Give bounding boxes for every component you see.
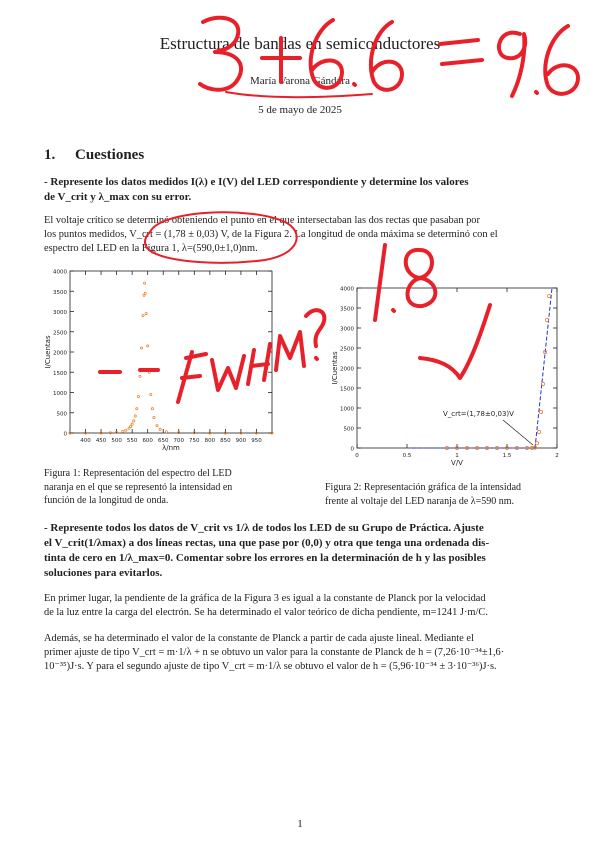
vcrt-annotation: V_crt=(1,78±0,03)V <box>443 410 514 418</box>
y-tick-label: 2000 <box>53 350 67 357</box>
paragraph-line: primer ajuste de tipo V_crt = m·1/λ + n se obtuvo un valor para la constante de Planck de h = (7,26·10⁻³⁴±1,6· <box>44 647 505 658</box>
y-tick-label: 3500 <box>340 306 354 313</box>
y-tick-label: 2000 <box>340 366 354 373</box>
x-tick-label: 400 <box>80 438 91 444</box>
figure-1-chart <box>40 265 280 460</box>
section-title: Cuestiones <box>75 147 145 163</box>
y-tick-label: 500 <box>56 411 67 418</box>
y-tick-label: 0 <box>350 446 354 453</box>
paragraph-2 <box>44 592 556 620</box>
question-1-line: de V_crit y λ_max con su error. <box>44 191 192 203</box>
data-point <box>143 282 145 284</box>
caption-line: frente al voltaje del LED naranja de λ=590 nm. <box>325 495 515 507</box>
question-2-line: - Represente todos los datos de V_crit vs 1/λ de todos los LED de su Grupo de Práctica. Ajuste <box>44 522 484 534</box>
y-tick-label: 500 <box>343 426 354 433</box>
data-point <box>535 442 538 445</box>
section-number: 1. <box>44 147 56 163</box>
y-tick-label: 4000 <box>53 269 67 276</box>
y-tick-label: 1000 <box>53 391 67 397</box>
paragraph-line: Además, se ha determinado el valor de la constante de Planck a partir de cada ajuste lineal. Mediante el <box>44 633 474 644</box>
handwritten-stroke <box>306 310 324 346</box>
data-point <box>136 408 138 410</box>
paragraph-line: espectro del LED en la Figura 1, λ=(590,0±1,0)nm. <box>44 243 258 254</box>
y-tick-label: 3000 <box>340 326 354 333</box>
x-tick-label: 0 <box>355 453 359 459</box>
data-point <box>134 415 136 417</box>
x-tick-label: 550 <box>126 438 138 444</box>
question-2-line: tinta de cero en 1/λ_max=0. Comentar sobre los errores en la determinación de h y las posibles <box>44 552 486 564</box>
x-tick-label: 750 <box>189 438 200 444</box>
annotation-arrow <box>503 420 533 445</box>
x-tick-label: 700 <box>173 438 185 444</box>
plot-frame <box>70 271 272 433</box>
data-point <box>140 347 142 349</box>
x-tick-label: 2 <box>555 453 559 459</box>
data-point <box>159 428 161 430</box>
y-tick-label: 1500 <box>340 386 354 393</box>
data-point <box>153 417 155 419</box>
data-point <box>539 410 542 413</box>
author: María Varona Gándara <box>250 75 350 87</box>
caption-line: naranja en el que se representó la intensidad en <box>44 481 233 493</box>
data-point <box>547 294 550 297</box>
figure-2-chart <box>325 282 570 472</box>
x-tick-label: 850 <box>220 438 231 444</box>
section-heading <box>44 147 144 164</box>
page-number: 1 <box>297 818 303 830</box>
y-axis-label: I/Cuentas <box>331 351 339 385</box>
data-point <box>137 395 139 397</box>
y-tick-label: 2500 <box>53 330 67 337</box>
y-axis-label: I/Cuentas <box>44 335 52 369</box>
data-point <box>151 408 153 410</box>
y-tick-label: 4000 <box>340 286 354 293</box>
data-point <box>125 429 127 431</box>
x-tick-label: 1.5 <box>502 453 512 459</box>
handwritten-stroke <box>276 332 304 370</box>
data-point <box>133 420 135 422</box>
caption-line: Figura 2: Representación gráfica de la intensidad <box>325 482 522 493</box>
data-point <box>131 423 133 425</box>
x-tick-label: 900 <box>235 438 247 444</box>
caption-line: Figura 1: Representación del espectro del LED <box>44 468 232 479</box>
paragraph-1 <box>44 214 556 256</box>
fit-line <box>535 288 552 448</box>
x-axis-label: λ/nm <box>162 444 180 452</box>
date: 5 de mayo de 2025 <box>258 104 342 116</box>
paragraph-line: de la luz entre la carga del electrón. Se ha determinado el valor teórico de dicha pendiente, m=1241 J·m/C. <box>44 607 488 618</box>
question-2-line: el V_crit(1/λmax) a dos líneas rectas, una que pase por (0,0) y otra que tenga una ordenada dis- <box>44 537 490 549</box>
paragraph-line: 10⁻³⁵)J·s. Y para el segundo ajuste de tipo V_crt = m·1/λ se obtuvo el valor de h = (5,96·10⁻³⁴ ± 3·10⁻³⁶)J·s. <box>44 661 497 672</box>
data-point <box>165 431 167 433</box>
question-1 <box>44 175 556 205</box>
data-point <box>541 382 544 385</box>
plot-frame <box>357 288 557 448</box>
data-point <box>144 292 146 294</box>
x-tick-label: 1 <box>455 453 459 459</box>
paragraph-3 <box>44 632 556 674</box>
x-tick-label: 650 <box>157 438 169 444</box>
figure-2-caption <box>325 481 570 508</box>
data-point <box>145 312 147 314</box>
x-tick-label: 450 <box>95 438 107 444</box>
paragraph-line: El voltaje crítico se determinó obteniendo el punto en el que intersectaban las dos rectas que pasaban por <box>44 215 480 226</box>
data-point <box>130 425 132 427</box>
x-tick-label: 950 <box>251 438 262 444</box>
data-point <box>150 393 152 395</box>
y-tick-label: 3000 <box>53 310 67 316</box>
x-tick-label: 500 <box>111 438 122 444</box>
data-point <box>148 371 150 373</box>
data-point <box>122 430 124 432</box>
y-tick-label: 0 <box>63 431 67 438</box>
question-2 <box>44 521 556 581</box>
y-tick-label: 3500 <box>53 289 67 296</box>
question-1-line: - Represente los datos medidos I(λ) e I(V) del LED correspondiente y determine los valores <box>44 176 469 188</box>
data-point <box>147 345 149 347</box>
y-tick-label: 2500 <box>340 346 354 353</box>
data-point <box>156 425 158 427</box>
paragraph-line: En primer lugar, la pendiente de la gráfica de la Figura 3 es igual a la constante de Planck por la velocidad <box>44 593 486 604</box>
figure-1-caption <box>44 467 284 508</box>
question-2-line: soluciones para evitarlos. <box>44 567 163 579</box>
y-tick-label: 1500 <box>53 370 67 377</box>
data-point <box>537 430 540 433</box>
handwritten-stroke <box>226 92 372 97</box>
caption-line: función de la longitud de onda. <box>44 495 169 506</box>
data-point <box>142 314 144 316</box>
x-tick-label: 800 <box>204 438 216 444</box>
x-axis-label: V/V <box>451 459 463 467</box>
handwritten-stroke <box>536 92 537 93</box>
handwritten-stroke <box>316 358 317 359</box>
paragraph-line: los puntos medidos, V_crt = (1,78 ± 0,03) V, de la Figura 2. La longitud de onda máxima se determinó con el <box>44 229 498 240</box>
data-point <box>139 375 141 377</box>
paper-title: Estructura de bandas en semiconductores <box>159 34 441 53</box>
y-tick-label: 1000 <box>340 406 354 413</box>
x-tick-label: 600 <box>142 438 153 444</box>
x-tick-label: 0.5 <box>402 453 412 459</box>
